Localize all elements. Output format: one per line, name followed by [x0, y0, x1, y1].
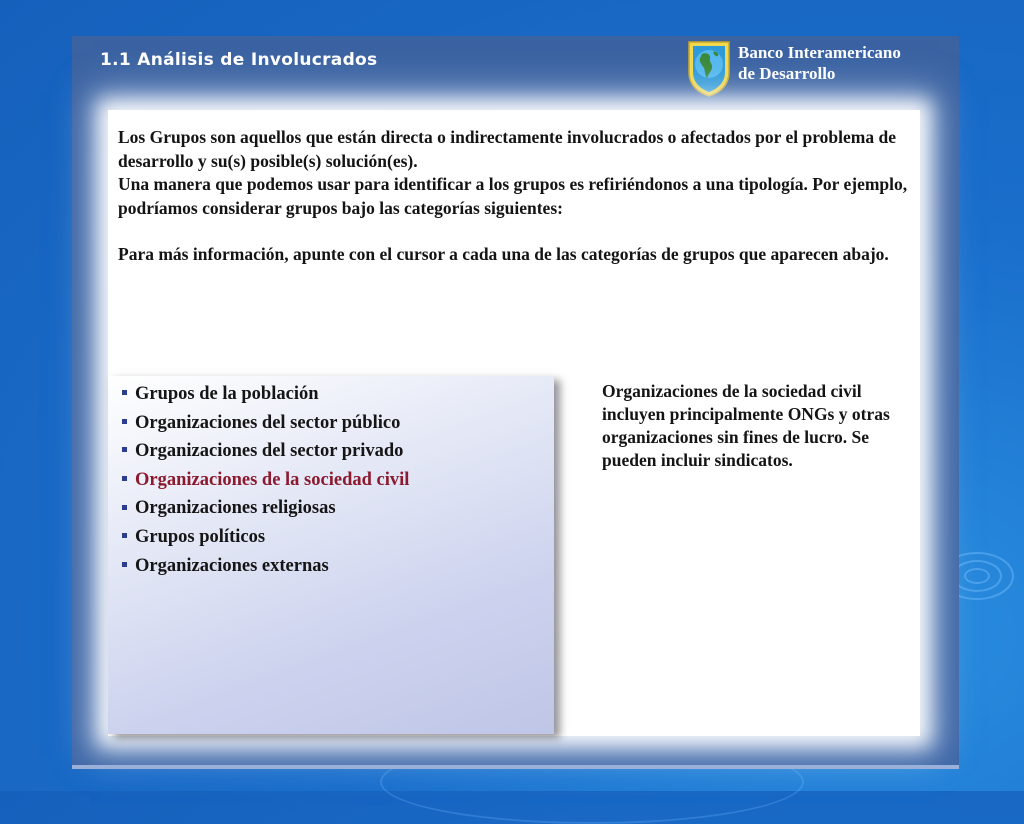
bid-globe-emblem-icon: [686, 38, 732, 98]
bullet-icon: [122, 476, 127, 481]
logo-text: [738, 42, 901, 84]
category-item-externas[interactable]: [122, 552, 409, 581]
category-label: Grupos políticos: [135, 526, 266, 547]
logo-line-2: de Desarrollo: [738, 64, 836, 83]
bullet-icon: [122, 390, 127, 395]
logo: [684, 38, 954, 100]
bullet-icon: [122, 505, 127, 510]
category-label: Grupos de la población: [135, 384, 319, 404]
logo-line-1: Banco Interamericano: [738, 43, 901, 62]
bullet-icon: [122, 533, 127, 538]
bullet-icon: [122, 447, 127, 452]
category-list: [122, 380, 409, 580]
category-item-politicos[interactable]: [122, 523, 409, 552]
category-label: Organizaciones religiosas: [135, 498, 336, 519]
intro-text: [118, 126, 908, 267]
category-list-box: [108, 376, 554, 734]
category-item-poblacion[interactable]: [122, 380, 409, 409]
category-item-sector-privado[interactable]: [122, 437, 409, 466]
category-item-sector-publico[interactable]: [122, 409, 409, 438]
category-label: Organizaciones de la sociedad civil: [135, 469, 410, 490]
bullet-icon: [122, 419, 127, 424]
category-label: Organizaciones del sector público: [135, 412, 401, 433]
slide-bottom-bar: [72, 765, 959, 769]
bullet-icon: [122, 562, 127, 567]
slide: [72, 36, 959, 765]
category-label: Organizaciones externas: [135, 555, 329, 576]
category-detail-text: Organizaciones de la sociedad civil incluyen principalmente ONGs y otras organizaciones sin fines de lucro. Se pueden incluir sindicatos.: [602, 381, 890, 470]
content-panel: [108, 110, 920, 736]
intro-paragraph-2: Una manera que podemos usar para identificar a los grupos es refiriéndonos a una tipología. Por ejemplo, podríamos considerar grupos bajo las categorías siguientes:: [118, 174, 908, 218]
intro-paragraph-1: Los Grupos son aquellos que están directa o indirectamente involucrados o afectados por el problema de desarrollo y su(s) posible(s) solución(es).: [118, 127, 896, 171]
category-item-sociedad-civil[interactable]: [122, 466, 409, 495]
intro-paragraph-3: Para más información, apunte con el cursor a cada una de las categorías de grupos que aparecen abajo.: [118, 244, 889, 264]
slide-title: 1.1 Análisis de Involucrados: [100, 50, 378, 70]
category-item-religiosas[interactable]: [122, 494, 409, 523]
category-label: Organizaciones del sector privado: [135, 441, 404, 462]
